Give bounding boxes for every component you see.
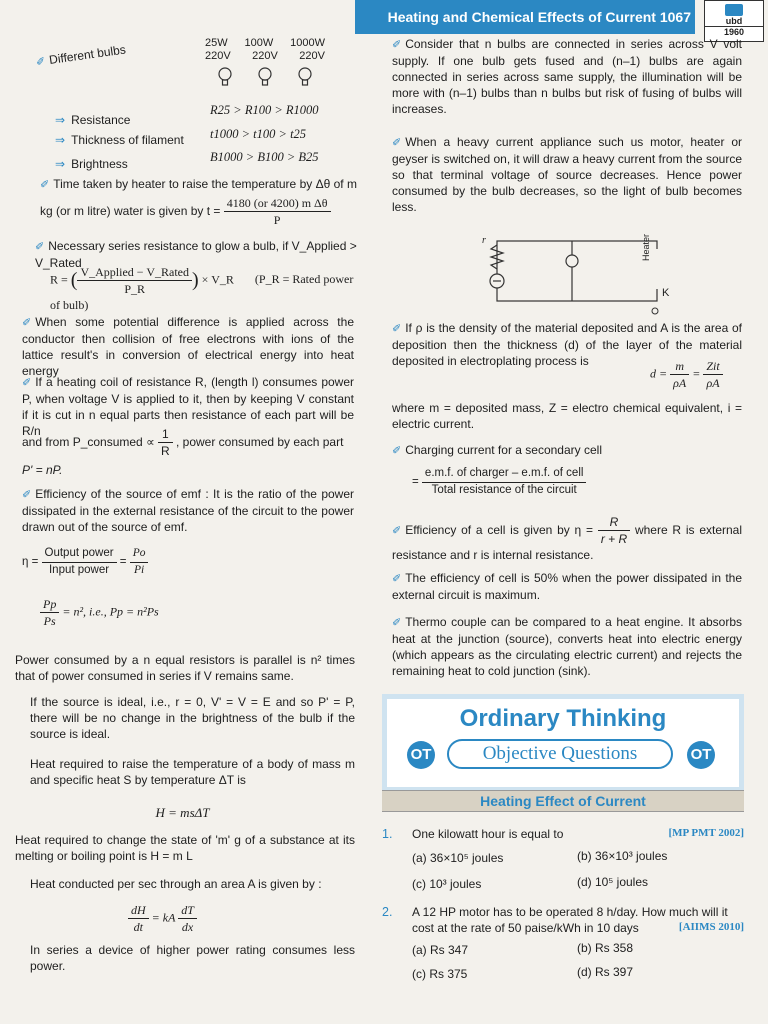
efficiency-para	[22, 486, 354, 535]
conduction-para: Heat conducted per sec through an area A is given by :	[30, 877, 322, 891]
brightness-label: Brightness	[71, 157, 128, 171]
formula-part: = kA	[151, 910, 176, 925]
fraction-numerator: 1	[158, 426, 173, 443]
thermocouple-para	[392, 614, 742, 679]
question-2	[382, 904, 744, 1004]
deposition-fraction	[670, 358, 689, 391]
latent-heat-para: Heat required to change the state of 'm' g of a substance at its melting or boiling point is H = m L	[15, 833, 355, 864]
question-number: 2.	[382, 905, 393, 919]
heater-time-text-2: kg (or m litre) water is given by t =	[40, 203, 221, 218]
fraction-numerator: e.m.f. of charger – e.m.f. of cell	[422, 466, 587, 483]
ordinary-thinking-banner	[382, 694, 744, 792]
conduction-formula	[128, 902, 197, 935]
deposition-where: where m = deposited mass, Z = electro chemical equivalent, i = electric current.	[392, 401, 742, 432]
arrow-icon: ⇒	[55, 157, 66, 171]
fraction-numerator: 4180 (or 4200) m Δθ	[224, 195, 331, 212]
formula-part: =	[119, 556, 127, 569]
parallel-para: Power consumed by a n equal resistors is parallel is n² times that of power consumed in series if V remains same.	[15, 653, 355, 684]
fraction-denominator: Ps	[43, 614, 56, 629]
charging-fraction	[422, 466, 587, 498]
series-bulbs-para	[392, 36, 742, 118]
charging-current-text: Charging current for a secondary cell	[405, 443, 602, 457]
formula-part: =	[692, 366, 701, 381]
charging-current-formula	[412, 466, 586, 498]
fraction-denominator: dt	[133, 920, 143, 935]
cell-efficiency-para	[392, 514, 742, 564]
bullet-icon: ✐	[392, 322, 402, 335]
heavy-appliance-para	[392, 134, 742, 216]
question-source: [AIIMS 2010]	[678, 921, 744, 933]
bullet-icon: ✐	[392, 38, 402, 51]
heater-time-para	[40, 176, 360, 228]
bulb-volt-3: 220V	[299, 50, 325, 62]
filament-label-row	[55, 132, 184, 148]
fraction-numerator: Zit	[703, 358, 722, 375]
fraction-numerator: Output power	[42, 546, 117, 563]
right-column	[382, 36, 744, 1024]
series-fraction	[77, 264, 192, 297]
efficiency-fraction-2	[130, 546, 149, 578]
bullet-icon: ✐	[40, 178, 50, 191]
circuit-heater-label: Heater	[641, 233, 651, 261]
bulbs-label-row	[35, 41, 127, 70]
conduction-fraction-2	[178, 902, 197, 935]
arrow-icon: ⇒	[55, 113, 66, 127]
option-d[interactable]: (d) Rs 397	[577, 965, 634, 979]
logo-text-1: ubd	[725, 16, 743, 26]
collision-text: When some potential difference is applied across the conductor then collision of free electrons with ions of the lattice result's in conversion of electrical energy into heat energy	[22, 315, 354, 379]
banner-subtitle: Objective Questions	[447, 739, 673, 769]
bullet-icon: ✐	[22, 376, 32, 389]
efficiency-formula	[22, 546, 148, 578]
collision-para	[22, 314, 354, 379]
bullet-icon: ✐	[392, 136, 402, 149]
chapter-title: Heating and Chemical Effects of Current 1067	[387, 9, 691, 25]
bullet-icon: ✐	[22, 488, 32, 501]
bulbs-label: Different bulbs	[48, 42, 127, 68]
bulb-volt-1: 220V	[205, 50, 231, 62]
question-text: A 12 HP motor has to be operated 8 h/day. How much will it cost at the rate of 50 paise/kWh in 10 days	[412, 905, 728, 936]
fraction-numerator: dT	[178, 902, 197, 919]
fraction-denominator: Total resistance of the circuit	[431, 483, 577, 496]
option-b[interactable]: (b) Rs 358	[577, 941, 634, 955]
efficiency-fraction	[42, 546, 117, 578]
question-number: 1.	[382, 827, 393, 841]
series-device-para: In series a device of higher power rating consumes less power.	[30, 943, 355, 974]
option-c[interactable]: (c) Rs 375	[412, 967, 468, 981]
option-d[interactable]: (d) 10⁵ joules	[577, 875, 649, 889]
paren-open: (	[70, 269, 78, 292]
option-a[interactable]: (a) Rs 347	[412, 943, 469, 957]
fraction-denominator: dx	[181, 920, 194, 935]
efficiency-text: Efficiency of the source of emf : It is the ratio of the power dissipated in the external resistance of the circuit to the power drawn out of the source of emf.	[22, 487, 354, 535]
heat-formula	[0, 804, 365, 822]
option-a[interactable]: (a) 36×10⁵ joules	[412, 851, 504, 865]
series-resistance-formula	[50, 264, 360, 314]
coil-text-3: , power consumed by each part	[176, 434, 344, 449]
bulb-icon	[218, 67, 232, 87]
formula-part: =	[412, 476, 419, 489]
fraction-denominator: r + R	[600, 532, 628, 547]
fraction-denominator: P	[273, 213, 281, 228]
bulb-volt-2: 220V	[252, 50, 278, 62]
thermocouple-text: Thermo couple can be compared to a heat engine. It absorbs heat at the junction (source), converts heat into electric energy (which appears as the circulating electric current) and rejects the remaining heat to cold junction (sink).	[392, 615, 742, 679]
ot-badge-icon: OT	[687, 741, 715, 769]
formula-part: = n², i.e., Pp = n²Ps	[62, 604, 159, 619]
coil-text-2: and from P_consumed ∝	[22, 434, 155, 449]
bullet-icon: ✐	[392, 616, 402, 629]
formula-part: × V_R	[201, 272, 234, 287]
series-bulbs-text: Consider that n bulbs are connected in series across V volt supply. If one bulb gets fused and (n–1) bulbs are again connected in series across same supply, the illumination will be more with (n–1) bulbs than n bulbs but risk of fusing of bulbs will increases.	[392, 37, 742, 117]
option-c[interactable]: (c) 10³ joules	[412, 877, 482, 891]
coil-result: P' = nP.	[22, 463, 63, 477]
resistance-label-row	[55, 112, 130, 128]
series-resistance-text: Necessary series resistance to glow a bulb, if V_Applied > V_Rated	[35, 239, 357, 270]
heat-required-para: Heat required to raise the temperature of a body of mass m and specific heat S by temperature ΔT is	[30, 757, 355, 788]
coil-fraction	[158, 426, 173, 459]
series-parallel-formula	[40, 596, 159, 629]
series-note: (P_R = Rated power of bulb)	[50, 272, 354, 313]
cell-efficiency-text-2: where R is external resistance and r is internal resistance.	[392, 522, 743, 563]
bulb-watt-3: 1000W	[290, 37, 325, 49]
paren-close: )	[192, 269, 199, 292]
bullet-icon: ✐	[22, 316, 32, 329]
bulb-icon	[258, 67, 272, 87]
deposition-fraction-2	[703, 358, 722, 391]
filament-relation: t1000 > t100 > t25	[210, 127, 307, 141]
bullet-icon: ✐	[35, 54, 47, 69]
deposition-formula	[650, 358, 723, 391]
fraction-denominator: R	[160, 444, 170, 459]
fraction-numerator: Pp	[40, 596, 59, 613]
formula-part: R =	[50, 272, 68, 287]
circuit-k-label: K	[662, 287, 670, 299]
ps-fraction	[40, 596, 59, 629]
resistance-label: Resistance	[71, 113, 131, 127]
fraction-numerator: R	[598, 514, 630, 531]
max-power-text: The efficiency of cell is 50% when the power dissipated in the external circuit is maximum.	[392, 571, 742, 602]
arrow-icon: ⇒	[55, 133, 66, 147]
fraction-denominator: ρA	[706, 376, 720, 391]
formula-part: η =	[22, 556, 39, 569]
charging-current-para	[392, 442, 742, 459]
fraction-denominator: Input power	[48, 563, 110, 576]
formula-part: d =	[650, 366, 668, 381]
fraction-numerator: V_Applied − V_Rated	[77, 264, 192, 281]
question-text: One kilowatt hour is equal to	[412, 827, 564, 841]
question-source: [MP PMT 2002]	[668, 827, 744, 839]
fraction-denominator: Pi	[133, 563, 145, 576]
cell-efficiency-text: Efficiency of a cell is given by η =	[405, 522, 594, 537]
fraction-numerator: dH	[128, 902, 149, 919]
brightness-relation: B1000 > B100 > B25	[210, 150, 319, 164]
heavy-appliance-text: When a heavy current appliance such us motor, heater or geyser is switched on, it will draw a heavy current from the source so that terminal voltage of source decreases. Hence power consumed by the bulb decreases, so the light of bulb becomes less.	[392, 135, 742, 215]
bullet-icon: ✐	[392, 572, 402, 585]
max-power-para	[392, 570, 742, 603]
heat-formula-text: H = msΔT	[155, 805, 210, 820]
question-1	[382, 826, 744, 896]
bulb-icon	[298, 67, 312, 87]
filament-label: Thickness of filament	[71, 133, 184, 147]
ot-badge-icon: OT	[407, 741, 435, 769]
bulb-watt-1: 25W	[205, 37, 228, 49]
fraction-denominator: ρA	[673, 376, 687, 391]
ideal-source-para: If the source is ideal, i.e., r = 0, V' = V = E and so P' = P, there will be no change in the brightness of the bulb if the source is ideal.	[30, 695, 355, 742]
bullet-icon: ✐	[392, 523, 402, 537]
deposition-text: If ρ is the density of the material deposited and A is the area of deposition then the thickness (d) of the layer of the material deposited in electroplating process is	[392, 321, 742, 369]
bullet-icon: ✐	[392, 444, 402, 457]
cell-efficiency-fraction	[598, 514, 630, 547]
bulbs-figure	[205, 37, 325, 87]
heater-time-text: Time taken by heater to raise the temperature by Δθ of m	[53, 177, 357, 191]
bullet-icon: ✐	[35, 240, 45, 253]
banner-title: Ordinary Thinking	[459, 705, 667, 732]
circuit-r-label: r	[482, 235, 486, 246]
book-icon	[725, 4, 743, 16]
fraction-numerator: m	[670, 358, 689, 375]
bulb-watt-2: 100W	[244, 37, 274, 49]
conduction-fraction	[128, 902, 149, 935]
logo-text-2: 1960	[705, 26, 763, 37]
option-b[interactable]: (b) 36×10³ joules	[577, 849, 668, 863]
fraction-numerator: Po	[130, 546, 149, 563]
chapter-header-bar	[355, 0, 695, 34]
brightness-label-row	[55, 156, 128, 172]
resistance-relation: R25 > R100 > R1000	[210, 103, 319, 117]
left-column	[0, 34, 365, 1024]
coil-formula-row	[22, 426, 354, 459]
fraction-denominator: P_R	[124, 282, 146, 297]
section-heading: Heating Effect of Current	[382, 790, 744, 812]
heater-fraction	[224, 195, 331, 228]
coil-text: If a heating coil of resistance R, (length l) consumes power P, when voltage V is applied to it, then by keeping V constant if it is cut in n equal parts then resistance of each part will be R/n	[22, 375, 354, 439]
